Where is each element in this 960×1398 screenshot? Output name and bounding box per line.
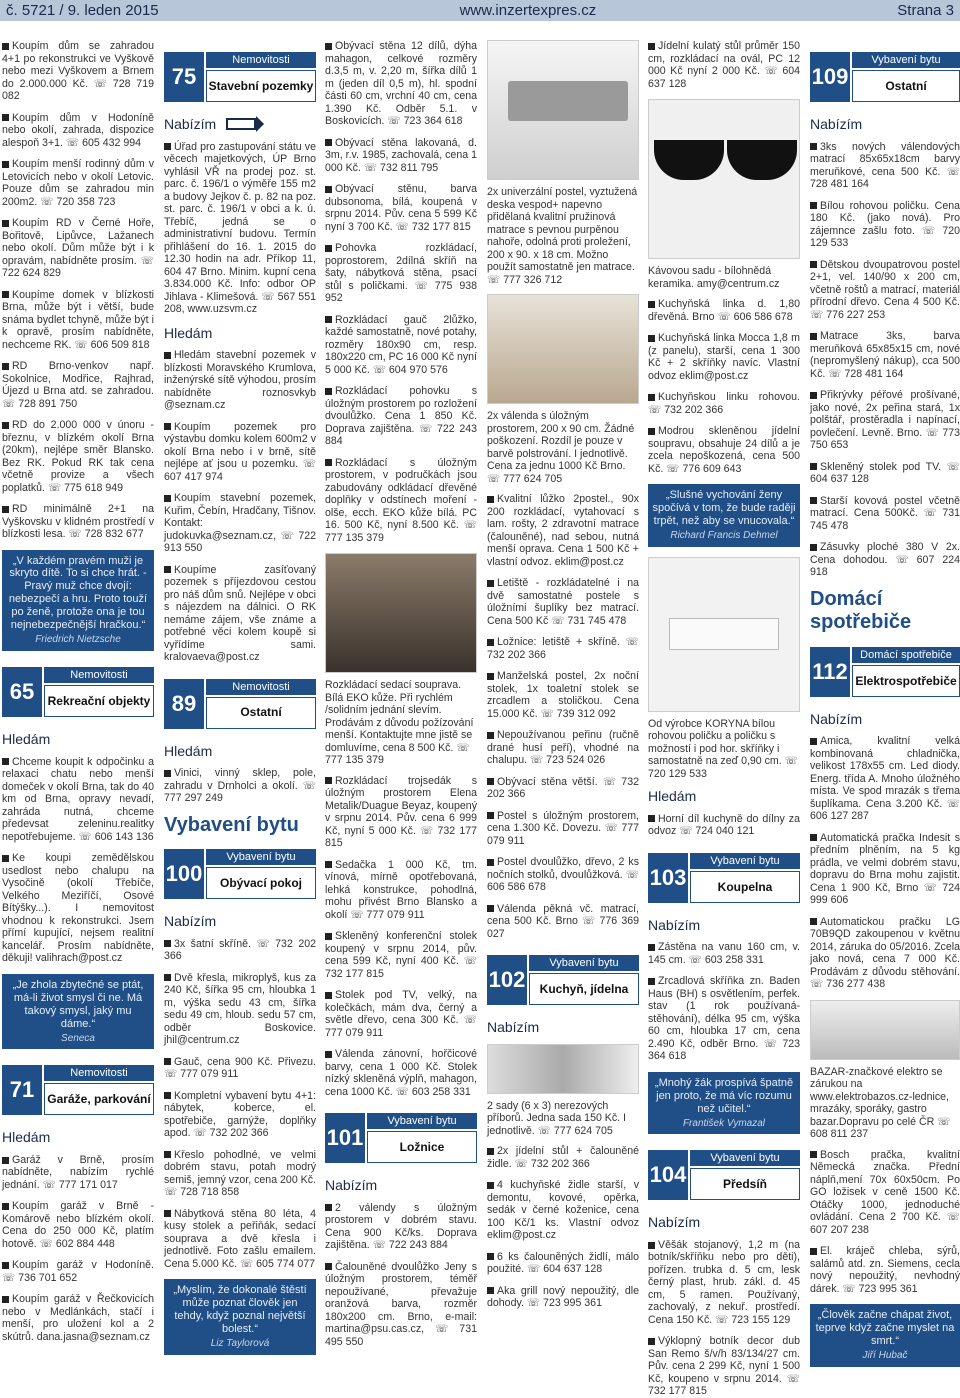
classified-ad: Koupím stavební pozemek, Kuřim, Čebín, Hradčany, Tišnov. Kontakt: judokuvka@seznam.cz, ☏ 722 913 550 — [164, 492, 316, 555]
quote-author: Seneca — [61, 1032, 95, 1044]
ads-list — [2, 756, 154, 965]
section-type-label: Hledám — [164, 742, 213, 759]
ads-list — [164, 141, 316, 316]
ads-list — [648, 813, 800, 838]
classified-ad: Ložnice: letiště + skříně. ☏ 732 202 366 — [487, 636, 639, 661]
quote-author: Friedrich Nietzsche — [35, 634, 121, 646]
section-category: Vybavení bytu — [529, 955, 639, 971]
section-category: Domácí spotřebiče — [852, 647, 960, 663]
bed-photo — [487, 40, 639, 180]
section-type-label: Hledám — [2, 1129, 51, 1146]
section-number: 104 — [648, 1150, 688, 1200]
column-6 — [810, 40, 960, 1362]
section-type-label: Nabízím — [325, 1177, 378, 1193]
classified-ad: 2x jídelní stůl + čalouněné židle. ☏ 732 202 366 — [487, 1145, 639, 1170]
classified-ad: Věšák stojanový, 1,2 m (na botník/skříňku nebo pro děti), pořízen. trubka d. 5 cm, lesk černý plast, hrub. zákl. d. 45 cm, 5 ramen. Používaný, zachovalý, z nekuř. prostředí. Cena 150 Kč. ☏ 723 155 129 — [648, 1238, 800, 1326]
classified-ad: Pohovka rozkládací, poprostorem, 2dílná skříň na šaty, nábytková stěna, psací stůl s poličkami. ☏ 775 938 952 — [325, 242, 477, 304]
classified-ad: RD minimálně 2+1 na Vyškovsku v klidném prostředí v blízkosti lesa. ☏ 728 832 677 — [2, 503, 154, 540]
classified-ad: Garáž v Brně, prosím nabídněte, nabízím rychlé jednání. ☏ 777 171 017 — [2, 1153, 154, 1191]
section-category: Nemovitosti — [44, 1065, 154, 1081]
photo-caption: Od výrobce KORYNA bílou rohovou poličku a poličku s možností i pod hor. skříňky i samostatně na zeď 0,90 cm. ☏ 720 129 533 — [648, 717, 798, 780]
quote-box — [648, 484, 800, 547]
quote-author: Jiří Hubač — [862, 1350, 908, 1362]
section-type-label: Hledám — [648, 788, 697, 805]
section-type-label: Nabízím — [164, 116, 217, 132]
classified-ad: Manželská postel, 2x noční stolek, 1x toaletní stolek se zrcadlem a stoličkou. Cena 15.000 Kč. ☏ 739 312 092 — [487, 670, 639, 720]
section-number: 75 — [164, 52, 204, 102]
photo-caption: Kávovou sadu - bílohnědá keramika. amy@centrum.cz — [648, 265, 780, 290]
classified-ad: Přikrývky péřové prošívané, jako nové, 2x peřina stará, 1x polštář, prostěradla i napínací, povlečení. Levně. Brno. ☏ 773 750 653 — [810, 389, 960, 452]
classified-ad: Zásuvky ploché 380 V 2x. Cena dohodou. ☏ 607 224 918 — [810, 541, 960, 579]
quote-author: Liz Taylorová — [210, 1338, 270, 1350]
section-type — [164, 743, 316, 760]
classified-ad: Koupím dům v Hodoníně nebo okolí, zahrada, dispozice alespoň 3+1. ☏ 605 432 994 — [2, 111, 154, 149]
section-title: Ostatní — [206, 697, 316, 729]
column-4 — [487, 40, 639, 1324]
valenda-photo — [487, 294, 639, 404]
section-title: Obývací pokoj — [206, 867, 316, 899]
section-type — [164, 913, 316, 930]
classified-ad: Kompletní vybavení bytu 4+1: nábytek, koberce, el. spotřebiče, garnýže, doplňky apod. ☏ 732 202 366 — [164, 1089, 316, 1140]
classified-ad: 3ks nových válendových matrací 85x65x18cm barvy meruňkové, cena 500 Kč. ☏ 728 481 164 — [810, 140, 960, 191]
classified-ad: Gauč, cena 900 Kč. Přivezu. ☏ 777 079 911 — [164, 1055, 316, 1081]
classified-ad: Postel s úložným prostorem, cena 1.300 Kč. Dovezu. ☏ 777 079 911 — [487, 809, 639, 847]
classified-ad: Aka grill nový nepoužitý, dle dohody. ☏ 723 995 361 — [487, 1284, 639, 1310]
classified-ad: Výklopný botník decor dub San Remo š/v/h 83/134/27 cm. Pův. cena 2 299 Kč, nyní 1 500 Kč, koupeno v srpnu 2014. ☏ 732 177 815 — [648, 1335, 800, 1398]
classified-ad: Postel dvoulůžko, dřevo, 2 ks nočních stolků, dvoulůžková. ☏ 606 586 678 — [487, 856, 639, 893]
section-title: Stavební pozemky — [206, 70, 316, 102]
section-type — [487, 1019, 639, 1036]
section-header — [648, 847, 800, 913]
issue-info: č. 5721 / 9. leden 2015 — [6, 2, 159, 19]
section-number: 71 — [2, 1065, 42, 1115]
section-type — [2, 731, 154, 748]
section-type-label: Hledám — [2, 731, 51, 748]
classified-ad: Úřad pro zastupování státu ve věcech majetkových, ÚP Brno vyhlásil VŘ na prodej poz. st. parc. č. 196/1 o výměře 155 m2 a budovy Jejkov č. p. 82 na poz. st. parc. č. 196/1 v obci a k. ú. Třebíč, jedná se o administrativní budovu. Termín přihlášení do 16. 1. 2015 do 12.30 hodin na adr. Příkop 11, 604 47 Brno. Minim. kupní cena 3.834.000 Kč. Info: odbor OP Jihlava - Klimešová. ☏ 567 551 208, www.uzsvm.cz — [164, 140, 316, 316]
arrow-icon — [226, 118, 256, 130]
classified-ad: Skleněný stolek pod TV. ☏ 604 637 128 — [810, 460, 960, 486]
classified-ad: Nábytková stěna 80 léta, 4 kusy stolek a peřiňák, sedací souprava a dvě křesla i jednotlivě. Foto zašlu emailem. Cena 5.000 Kč. ☏ 605 774 077 — [164, 1207, 316, 1270]
column-2 — [164, 40, 316, 1350]
section-type — [325, 1177, 477, 1194]
section-header — [164, 673, 316, 739]
classified-ad: Zrcadlová skříňka zn. Baden Haus (BH) s osvětlením, perfek. stav (1 rok používaná-stěhování), délka 95 cm, výška 60 cm, hloubka 17 cm, cena 2.490 Kč, odběr Brno. ☏ 723 364 618 — [648, 975, 800, 1063]
classified-ad: Nepoužívanou peřinu (ručně drané husí peří), vhodné na chalupu. ☏ 723 524 026 — [487, 729, 639, 766]
classified-ad: Jídelní kulatý stůl průměr 150 cm, rozkládací na ovál, PC 12 000 Kč nyní 2 000 Kč. ☏ 604 637 128 — [648, 40, 800, 90]
section-number: 65 — [2, 667, 42, 717]
quote-box — [164, 1279, 316, 1355]
quote-box — [648, 1072, 800, 1135]
ads-list — [325, 775, 477, 1099]
photo-caption: Rozkládací sedací souprava. Bílá EKO kůže. Při rychlém /solidním jednání slevím. Prodávám z důvodu požízování menší. Kontaktujte mne jistě se domluvíme, cena 8 500 Kč. ☏ 777 135 379 — [325, 679, 474, 766]
section-title: Ostatní — [852, 70, 960, 102]
section-header — [2, 661, 154, 727]
ads-list — [2, 40, 154, 541]
classified-ad: Válenda zánovní, hořčicové barvy, cena 1 000 Kč. Stolek nízký skleněná výplň, mahagon, cena 1000 Kč. ☏ 603 258 331 — [325, 1048, 477, 1098]
classified-ad: Rozkládací gauč 2lůžko, každé samostatně, nové potahy, rozměry 180x90 cm, resp. 180x220 cm, PC 16 000 Kč nyní 5 000 Kč. ☏ 604 970 576 — [325, 313, 477, 376]
ads-list — [487, 1145, 639, 1310]
section-type-label: Nabízím — [487, 1019, 540, 1035]
section-category: Nemovitosti — [44, 667, 154, 683]
ads-list — [648, 298, 800, 475]
section-category: Vybavení bytu — [852, 52, 960, 68]
ads-list — [810, 1149, 960, 1296]
page-number: Strana 3 — [897, 2, 954, 19]
classified-ad: Rozkládací pohovku s úložným prostorem po rozložení dvoulůžko. Cena 1 850 Kč. Doprava zajištěna. ☏ 722 243 884 — [325, 385, 477, 447]
section-header — [810, 641, 960, 707]
quote-box — [810, 1304, 960, 1367]
section-title: Elektrospotřebiče — [852, 665, 960, 697]
section-number: 89 — [164, 679, 204, 729]
classified-ad: Skleněný konferenční stolek koupený v srpnu 2014, pův. cena 599 Kč, nyní 400 Kč. ☏ 732 177 815 — [325, 930, 477, 980]
photo-caption: 2 sady (6 x 3) nerezových příborů. Jedna sada 150 Kč. I jednotlivě. ☏ 777 624 705 — [487, 1099, 626, 1137]
ads-list — [487, 493, 639, 940]
classified-ad: Matrace 3ks, barva meruňková 65x85x15 cm, nové (nepromyšlený nákup), cca 500 Kč. ☏ 728 481 164 — [810, 330, 960, 380]
section-type-label: Nabízím — [164, 913, 217, 930]
quote-text: „Člověk začne chápat život, teprve když začne myslet na smrt.“ — [815, 1309, 955, 1348]
classified-ad: Bosch pračka, kvalitní Německá značka. Přední náplň,mení 70x 60x50cm. Po GO ložisek v ceně 1500 Kč. Otáčky 1000, jednoduché ovládání. Cena 2 700 Kč. ☏ 607 207 238 — [810, 1148, 960, 1236]
cup-shape — [727, 140, 797, 180]
classified-ad: Dětskou dvoupatrovou postel 2+1, vel. 140/90 x 200 cm, včetně roštů a matrací, materiál přírodní dřevo. Cena 4 500 Kč. ☏ 776 227 253 — [810, 258, 960, 321]
classified-ad: Koupím garáž v Brně - Komárově nebo blízkém okolí. Cena do 250 000 Kč, platím hotově. ☏ 602 884 448 — [2, 1200, 154, 1250]
section-title: Kuchyň, jídelna — [529, 973, 639, 1005]
ads-list — [810, 735, 960, 991]
quote-author: František Vymazal — [682, 1117, 766, 1129]
category-title: Vybavení bytu — [164, 813, 299, 836]
photo-caption: BAZAR-značkové elektro se zárukou na www.elektrobazos.cz-lednice, mrazáky, sporáky, gastro bazar.Dopravu po celé ČR ☏ 608 811 237 — [810, 1065, 951, 1141]
classified-ad: Automatická pračka Indesit s předním plněním, na 5 kg prádla, ve velmi dobrém stavu, dopravu do Brna mohu zajistit. Cena 1 900 Kč, Brno ☏ 724 999 606 — [810, 831, 960, 907]
classified-ad: El. kráječ chleba, sýrů, salámů atd. zn. Siemens, cecla nový nepoužitý, nevhodný dárek. ☏ 723 995 361 — [810, 1245, 960, 1295]
column-3 — [325, 40, 477, 1348]
classified-ad: Koupím garáž v Hodoníně. ☏ 736 701 652 — [2, 1259, 154, 1284]
section-header — [164, 843, 316, 909]
section-header — [2, 1059, 154, 1125]
quote-text: „Mnohý žák prospívá špatně jen proto, že má víc rozumu než učitel.“ — [654, 1076, 794, 1115]
classified-ad: 4 kuchyňské židle starší, v demontu, kovové, opěrka, sedák v černé koženice, cena 100 Kč/1 ks. Vlastní odvoz eklim@post.cz — [487, 1179, 639, 1242]
classified-ad: Koupím pozemek pro výstavbu domku kolem 600m2 v okolí Brna nebo i v brně, sítě nejlépe ať jsou u pozemku. ☏ 607 417 974 — [164, 420, 316, 483]
section-number: 100 — [164, 849, 204, 899]
section-title: Ložnice — [367, 1131, 477, 1163]
classified-ad: Stolek pod TV, velký, na kolečkách, mám dva, černý a světle dřevo, cena 300 Kč. ☏ 777 079 911 — [325, 989, 477, 1039]
classified-ad: Amica, kvalitní velká kombinovaná chladnička, velikost 178x55 cm. Led diody. Energ. třída A. Mnoho úložného místa. Ve spod mrazák s třema šuplíkama. Cena 3.200 Kč. ☏ 606 127 287 — [810, 735, 960, 823]
ads-list — [2, 1154, 154, 1344]
ads-list — [164, 349, 316, 664]
column-1 — [2, 40, 154, 1343]
photo-caption: 2x válenda s úložným prostorem, 200 x 90 cm. Žádné poškození. Rozdíl je pouze v barvě polstrování. I jednotlivě. Cena za jednu 1000 Kč Brno. ☏ 777 624 705 — [487, 410, 635, 485]
classified-ad: Koupím RD v Černé Hoře, Bořitově, Lipůvce, Lažanech nebo okolí. Dům může být i k opravám, nabídněte prosím. ☏ 722 624 829 — [2, 217, 154, 279]
section-type — [164, 116, 316, 133]
classified-ad: Obývací stěna 12 dílů, dýha mahagon, celkové rozměry d.3,5 m, v. 2,20 m, šířka dílů 1 m (jeden díl 0,5 m), hl. spodní části 60 cm, vrchní 40 cm, cena 1.390 Kč. Odběr 5.1. v Boskovicích. ☏ 723 364 618 — [325, 40, 477, 127]
page-header — [0, 0, 960, 21]
quote-box — [2, 550, 154, 652]
classified-ad: Sedačka 1 000 Kč, tm. vínová, mírně opotřebovaná, lehká konstrukce, pohodlná, mohu přivést Brno Blansko a okolí ☏ 777 079 911 — [325, 858, 477, 921]
classified-ad: Křeslo pohodlné, ve velmi dobrém stavu, potah modrý semiš, jemný vzor, cena 200 Kč. ☏ 728 718 858 — [164, 1148, 316, 1199]
section-type-label: Hledám — [164, 324, 213, 341]
classified-ad: Koupím dům se zahradou 4+1 po rekonstrukci ve Vyškově nebo mezi Vyškovem a Brnem do 2.000.000 Kč. ☏ 728 719 082 — [2, 40, 154, 102]
column-5 — [648, 40, 800, 1398]
ads-list — [648, 941, 800, 1063]
classified-ad: Koupím garáž v Řečkovicích nebo v Medlánkách, stačí i menší, pro uložení kol a 2 skútrů. dana.jasna@seznam.cz — [2, 1293, 154, 1343]
classified-ad: Koupíme zasíťovaný pozemek s příjezdovou cestou pro náš dům snů. Nejlépe v obci s nájezdem na dálnici. O RK nemáme zájem, vše známe a potřebné věci kolem koupě si vyřídíme sami. kralovaeva@post.cz — [164, 563, 316, 664]
section-type-label: Nabízím — [810, 710, 863, 727]
ads-list — [810, 141, 960, 579]
quote-text: „Slušné vychování ženy spočívá v tom, že bude raději trpět, než aby se vnucovala.“ — [652, 489, 796, 527]
quote-author: Richard Francis Dehmel — [670, 529, 778, 541]
classified-ad: 6 ks čalouněných židlí, málo použité. ☏ 604 637 128 — [487, 1250, 639, 1276]
section-category: Vybavení bytu — [690, 853, 800, 869]
section-number: 103 — [648, 853, 688, 903]
section-title: Garáže, parkování — [44, 1083, 154, 1115]
classified-ad: Obývací stěna lakovaná, d. 3m, r.v. 1985, zachovalá, cena 1 000 Kč. ☏ 732 811 795 — [325, 136, 477, 174]
category-title: Domácí spotřebiče — [810, 587, 912, 634]
classified-ad: Hledám stavební pozemek v blízkosti Moravského Krumlova, inženýrské sítě výhodou, prosím nabídněte roznosvkyb @seznam.cz — [164, 349, 316, 412]
classified-ad: Bílou rohovou poličku. Cena 180 Kč. (jako nová). Pro zájemnce zašlu foto. ☏ 720 129 533 — [810, 199, 960, 250]
section-type — [164, 325, 316, 342]
classified-ad: 3x šatní skříně. ☏ 732 202 366 — [164, 937, 316, 963]
section-type — [810, 711, 960, 728]
section-category: Nemovitosti — [206, 52, 316, 68]
ads-list — [648, 40, 800, 90]
classified-ad: Automatickou pračku LG 70B9QD zakoupenou v květnu 2014, záruka do 05/2016. Zcela jako nová, cena 7 000 Kč. Prodávám z důvodu stěhování. ☏ 736 277 438 — [810, 915, 960, 991]
section-type — [648, 788, 800, 805]
photo-caption: 2x univerzální postel, vyztužená deska vespod+ napevno přidělaná kvalitní pružinová matrace s pevnou purpěnou nahoře, odolná proti proležení, 200 x 90. x 18 cm. Možno použít samostatně jen matrace. ☏ 777 326 712 — [487, 186, 638, 286]
section-category: Nemovitosti — [206, 679, 316, 695]
ads-list — [164, 767, 316, 805]
coffee-set-photo — [648, 99, 800, 259]
classified-ad: Letiště - rozkládatelné i na dvě samostatné postele s úložními šuplíky bez matrací. Cena 500 Kč ☏ 731 745 478 — [487, 577, 639, 627]
classified-ad: Kuchyňskou linku rohovou. ☏ 732 202 366 — [648, 391, 800, 416]
classified-ad: Ke koupi zemědělskou usedlost nebo chalupu na Vysočině (okolí Třebíče, Velkého Meziříčí, Osové Bítýšky...). I nemovitost vhodnou k rekonstrukci. Jsem přímí kupující, nejsem realitní kancelář. Prosím nabídněte, děkuji! valihrach@post.cz — [2, 852, 154, 965]
section-header — [810, 46, 960, 112]
classified-ad: Kuchyňská linka d. 1,80 dřevěná. Brno ☏ 606 586 678 — [648, 298, 800, 323]
classified-ad: Dvě křesla, mikroplyš, kus za 240 Kč, šířka 95 cm, hloubka 1 m, výška sedu 43 cm, šířka sedu 49 cm, hloub. sedu 57 cm, odběr Boskovice. jhil@centrum.cz — [164, 971, 316, 1047]
section-type-label: Nabízím — [648, 1214, 701, 1231]
sofa-photo — [325, 553, 477, 673]
section-category: Vybavení bytu — [206, 849, 316, 865]
classified-ad: Válenda pěkná vč. matrací, cena 500 Kč. Brno ☏ 776 369 027 — [487, 902, 639, 940]
section-type-label: Nabízím — [810, 116, 863, 132]
classified-ad: Horní díl kuchyně do dílny za odvoz ☏ 724 040 121 — [648, 812, 800, 838]
quote-text: „Myslím, že dokonalé štěstí může poznat člověk jen tehdy, když poznal největší bolest.“ — [173, 1284, 307, 1336]
classified-ad: Starší kovová postel včetně matrací. Cena 500Kč. ☏ 731 745 478 — [810, 494, 960, 532]
classified-ad: 2 válendy s úložným prostorem v dobrém stavu. Cena 900 Kč/ks. Doprava zajištěna. ☏ 722 243 884 — [325, 1201, 477, 1252]
section-header — [164, 46, 316, 112]
classified-ad: Rozkládací s úložným prostorem, v područkách jsou zabudovány odkládací dřevěné doplňky v odstínech moření - olše, ecch. EKO kůže bílá. PC 16. 500 Kč, nyní 8.500 Kč. ☏ 777 135 379 — [325, 456, 477, 544]
classified-ad: Obývací stěna větší. ☏ 732 202 366 — [487, 775, 639, 800]
cup-shape — [654, 140, 724, 180]
classified-ad: Chceme koupit k odpočinku a relaxaci chatu nebo menší domeček v okolí Brna, tak do 40 km od Brna, opravy nevadí, zahráda nutná, chceme předevsat zeleninu.realitky nepotřebujeme. ☏ 606 143 136 — [2, 755, 154, 843]
classified-ad: Zástěna na vanu 160 cm, v. 145 cm. ☏ 603 258 331 — [648, 941, 800, 966]
classified-ad: Modrou skleněnou jídelní soupravu, obsahuje 24 dílů a je zcela nepoškozená, cena 500 Kč. ☏ 776 609 643 — [648, 425, 800, 475]
cutlery-photo — [487, 1044, 639, 1094]
quote-text: „Je zhola zbytečné se ptát, má-li život smysl či ne. Má takový smysl, jaký mu dáme.“ — [12, 978, 144, 1030]
ads-list — [648, 1239, 800, 1398]
section-type — [648, 1214, 800, 1231]
section-number: 101 — [325, 1113, 365, 1163]
quote-text: „V každém pravém muži je skryto dítě. To si chce hrát. - Pravý muž chce dvojí: nebezpečí a hru. Proto touží po ženě, protože ona je tou nejnebezpečnější hračkou.“ — [8, 554, 148, 632]
classified-ad: Kvalitní lůžko 2postel., 90x 200 rozkládací, vytahovací s lam. rošty, 2 zdravotní matrace (čalouněné), nad sebou, nutná menší oprava. Cena 1 500 Kč + vlastní odvoz. eklim@post.cz — [487, 493, 639, 568]
classified-ad: Čalouněné dvoulůžko Jeny s úložným prostorem, téměř nepoužívané, převažuje oranžová barva, rozměr 180x200 cm. Brno, e-mail: martina@psu.cas.cz, ☏ 731 495 550 — [325, 1260, 477, 1348]
section-number: 112 — [810, 647, 850, 697]
ads-list — [325, 1202, 477, 1349]
classified-ad: Kuchyňská linka Mocca 1,8 m (z panelu), starší, cena 1 300 Kč + 2 skříňky navíc. Vlastní odvoz eklim@post.cz — [648, 332, 800, 382]
classified-ad: RD Brno-venkov např. Sokolnice, Modřice, Rajhrad, Újezd u Brna atd. se zahradou. ☏ 728 891 750 — [2, 360, 154, 410]
classified-ad: Rozkládací trojsedák s úložným prostorem Elena Metalik/Duague Beyaz, koupený v srpnu 2014. Pův. cena 6 999 Kč, nyní 5 000 Kč. ☏ 732 177 815 — [325, 774, 477, 849]
section-header — [325, 1107, 477, 1173]
bazar-photo — [810, 1000, 960, 1060]
section-type — [810, 116, 960, 133]
classified-ad: Koupíme domek v blízkosti Brna, může být i větší, bude snáma bydlet tchyně, může být i k opravě, prosím nabídněte, nechceme RK. ☏ 606 509 818 — [2, 288, 154, 351]
classified-ad: Obývací stěnu, barva dubsonoma, bílá, koupená v srpnu 2014. Pův. cena 5 599 Kč nyní 3 700 Kč. ☏ 732 177 815 — [325, 183, 477, 233]
section-category: Vybavení bytu — [367, 1113, 477, 1129]
section-number: 109 — [810, 52, 850, 102]
site-url[interactable]: www.inzertexpres.cz — [459, 2, 597, 19]
section-header — [487, 949, 639, 1015]
classified-ad: Koupím menší rodinný dům v Letovicích nebo v okolí Letovic. Pouze dům se zahradou min 200m2. ☏ 720 358 723 — [2, 158, 154, 208]
ads-list — [325, 40, 477, 544]
section-number: 102 — [487, 955, 527, 1005]
ads-list — [164, 938, 316, 1271]
section-header — [648, 1144, 800, 1210]
section-title: Předsíň — [690, 1168, 800, 1200]
section-category: Vybavení bytu — [690, 1150, 800, 1166]
section-type-label: Nabízím — [648, 916, 701, 933]
classified-ad: Vinici, vinný sklep, pole, zahradu v Drnholci a okolí. ☏ 777 297 249 — [164, 767, 316, 805]
classified-ad: RD do 2.000 000 v únoru - březnu, v blízkém okolí Brna (20km), nejlépe směr Blansko. Bez RK. Pokud RK tak cena včetně provize a všech poplatků. ☏ 775 618 949 — [2, 419, 154, 494]
quote-box — [2, 974, 154, 1050]
shelf-photo — [648, 557, 800, 712]
section-type — [2, 1129, 154, 1146]
section-title: Koupelna — [690, 871, 800, 903]
section-title: Rekreační objekty — [44, 685, 154, 717]
section-type — [648, 917, 800, 934]
